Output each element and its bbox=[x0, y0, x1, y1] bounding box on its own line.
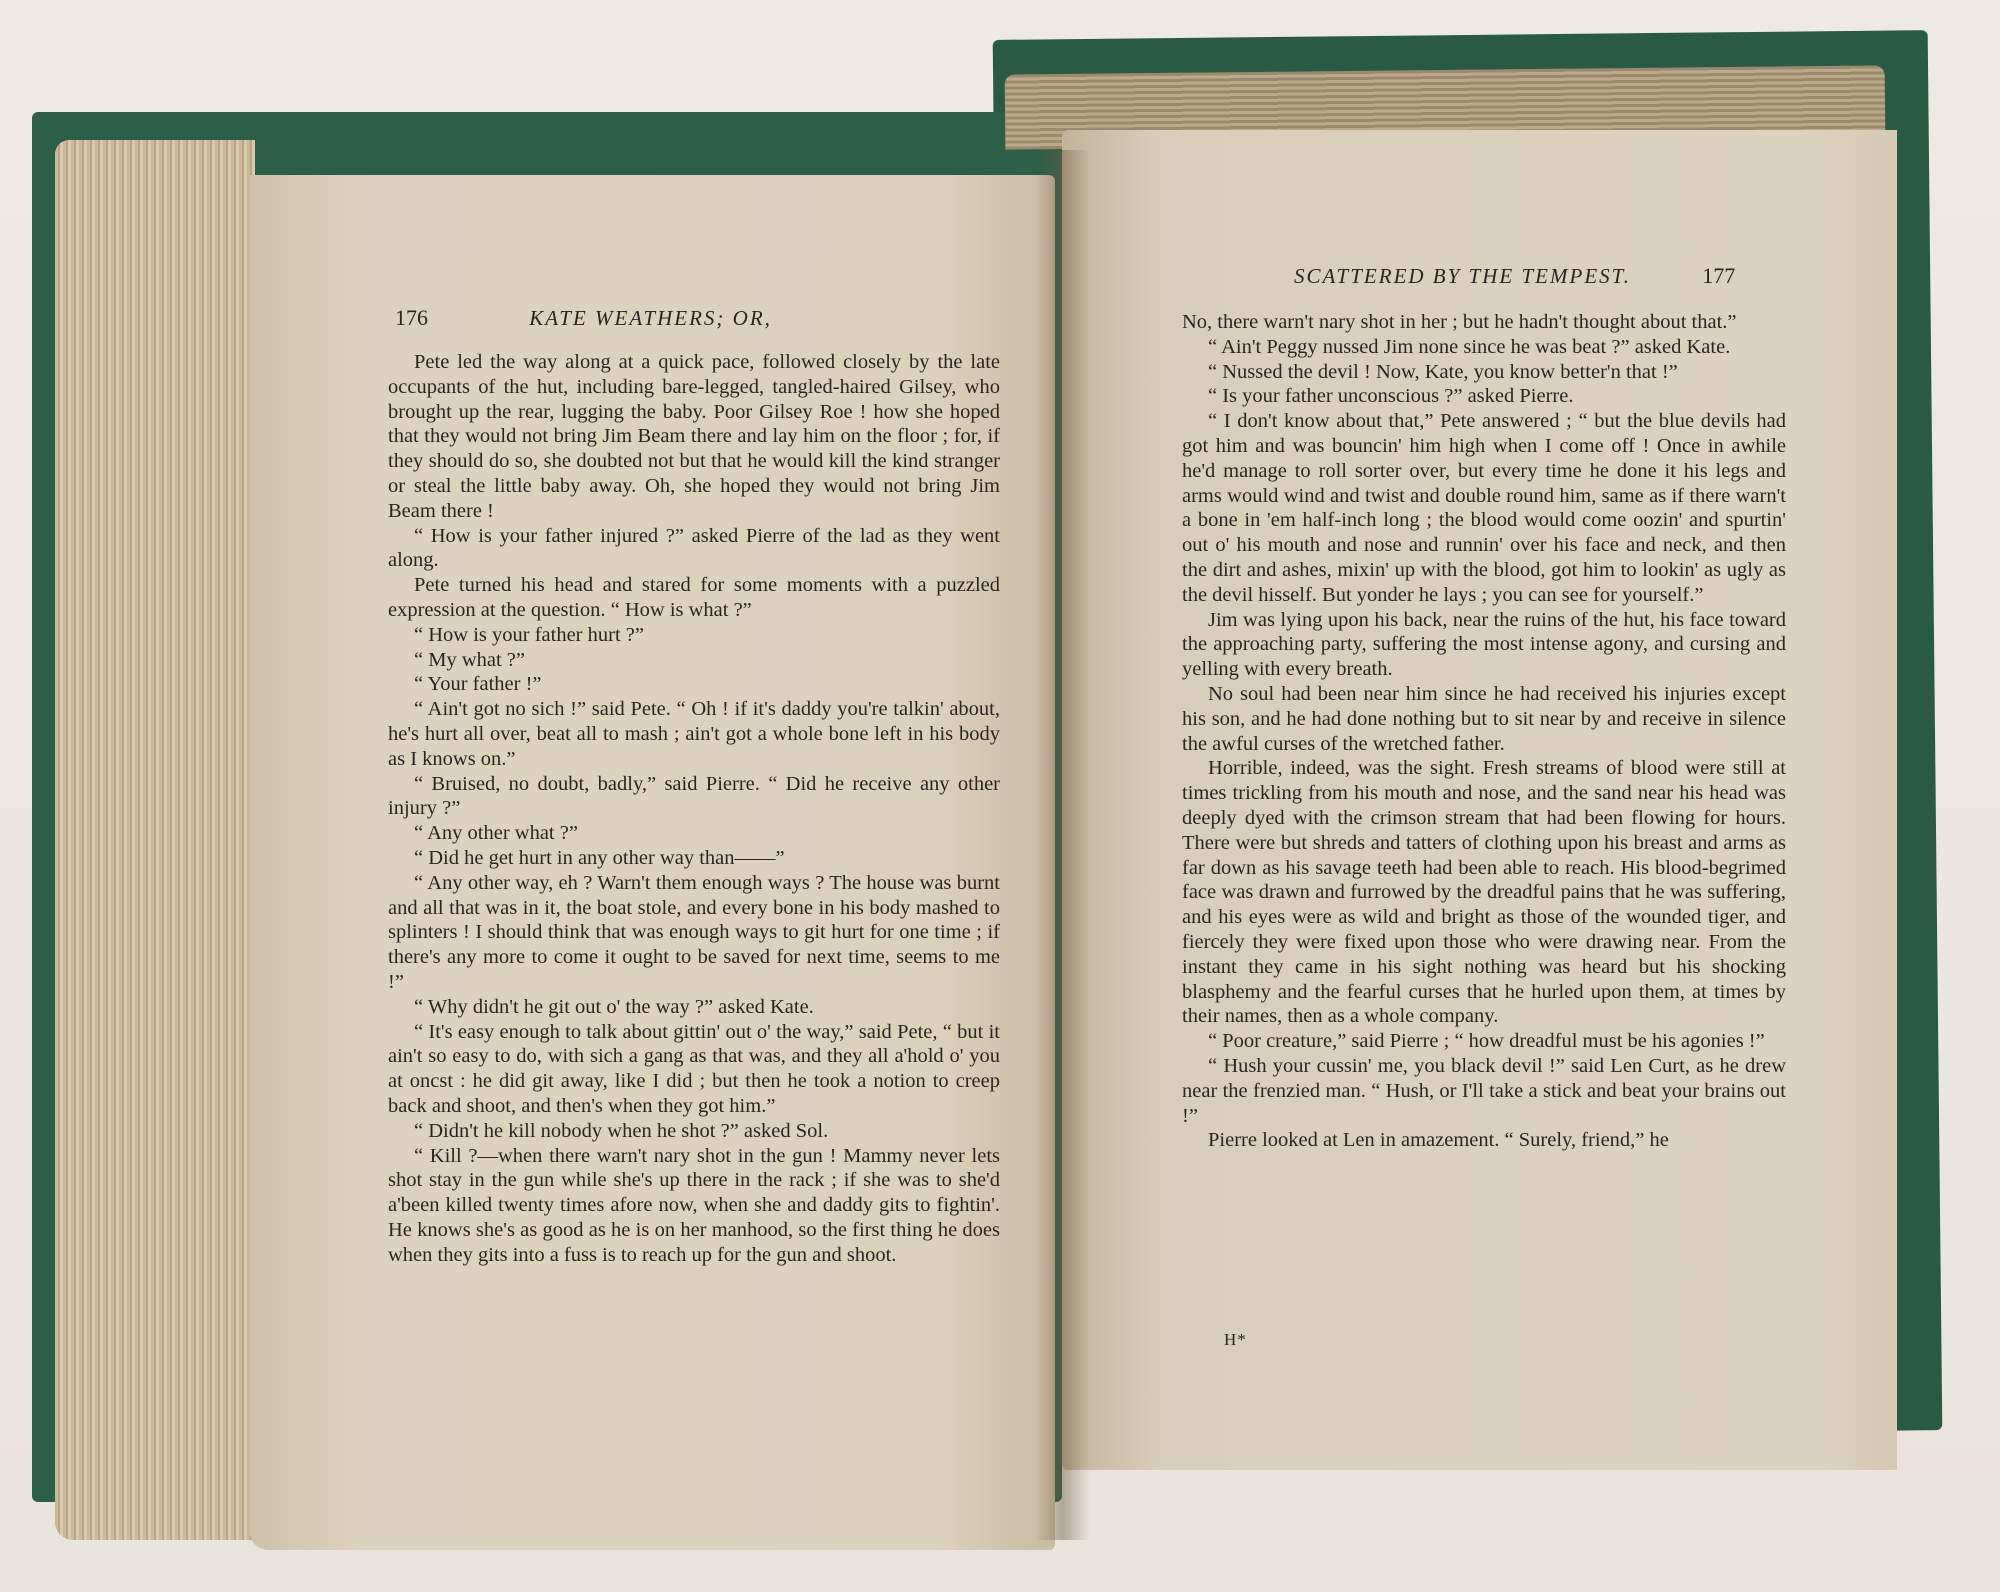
paragraph: Horrible, indeed, was the sight. Fresh streams of blood were still at times trickling from his mouth and nose, and the sand near his head was deeply dyed with the crimson stream that had been flowing for hours. There were but shreds and tatters of clothing upon his breast and arms as far down as his savage teeth had been able to reach. His blood-begrimed face was drawn and furrowed by the dreadful pains that he was suffering, and his eyes were as wild and bright as those of the wounded tiger, and fiercely they were fixed upon those who were drawing near. From the instant they came in his sight nothing was heard but his shocking blasphemy and the fearful curses that he hurled upon them, at times by their names, then as a whole company. bbox=[1182, 757, 1786, 1028]
paragraph: “ Poor creature,” said Pierre ; “ how dreadful must be his agonies !” bbox=[1208, 1030, 1765, 1053]
left-page bbox=[250, 175, 1055, 1550]
right-running-head bbox=[1294, 263, 1735, 289]
book-gutter bbox=[1035, 150, 1090, 1540]
paragraph: Jim was lying upon his back, near the ruins of the hut, his face toward the approaching party, suffering the most intense agony, and cursing and yelling with every breath. bbox=[1182, 608, 1786, 681]
signature-mark: H* bbox=[1224, 1330, 1247, 1349]
left-running-head bbox=[395, 305, 772, 331]
paragraph: No soul had been near him since he had received his injuries except his son, and he had done nothing but to sit near by and receive in silence the awful curses of the wretched father. bbox=[1182, 682, 1786, 755]
paragraph: No, there warn't nary shot in her ; but he hadn't thought about that.” bbox=[1182, 311, 1737, 333]
paragraph: “ Nussed the devil ! Now, Kate, you know better'n that !” bbox=[1208, 360, 1678, 383]
paragraph: “ It's easy enough to talk about gittin' out o' the way,” said Pete, “ but it ain't so easy to do, with sich a gang as that was, and they all a'hold o' you at oncst : he did git away, like I did ; but then he took a notion to creep back and shoot, and then's when they got him.” bbox=[388, 1020, 1000, 1117]
paragraph: “ Is your father unconscious ?” asked Pierre. bbox=[1208, 385, 1574, 408]
paragraph: “ Any other what ?” bbox=[414, 822, 578, 845]
left-page-number: 176 bbox=[395, 305, 428, 330]
paragraph: “ How is your father injured ?” asked Pierre of the lad as they went along. bbox=[388, 524, 1000, 572]
paragraph: “ How is your father hurt ?” bbox=[414, 623, 644, 646]
paragraph: Pete turned his head and stared for some moments with a puzzled expression at the question. “ How is what ?” bbox=[388, 574, 1000, 621]
paragraph: “ Hush your cussin' me, you black devil !” said Len Curt, as he drew near the frenzied man. “ Hush, or I'll take a stick and beat your brains out !” bbox=[1182, 1054, 1786, 1127]
right-page bbox=[1062, 130, 1897, 1470]
paragraph: Pete led the way along at a quick pace, followed closely by the late occupants of the hut, including bare-legged, tangled-haired Gilsey, who brought up the rear, lugging the baby. Poor Gilsey Roe ! how she hoped that they would not bring Jim Beam there and lay him on the floor ; for, if they should do so, she doubted not but that he would kill the kind stranger or steal the little baby away. Oh, she hoped they would not bring Jim Beam there ! bbox=[388, 351, 1000, 522]
paragraph: “ Did he get hurt in any other way than——” bbox=[414, 846, 785, 869]
right-page-number: 177 bbox=[1702, 263, 1736, 288]
paragraph: “ Ain't got no sich !” said Pete. “ Oh ! if it's daddy you're talkin' about, he's hurt all over, beat all to mash ; ain't got a whole bone left in his body as I knows on.” bbox=[388, 698, 1000, 770]
paragraph: “ Kill ?—when there warn't nary shot in the gun ! Mammy never lets shot stay in the gun while she's up there in the rack ; if she was to she'd a'been killed twenty times afore now, when she and daddy gits to fightin'. He knows she's as good as he is on her manhood, so the first thing he does when they gits into a fuss is to reach up for the gun and shoot. bbox=[388, 1144, 1000, 1266]
left-page-body bbox=[388, 350, 1000, 1267]
left-page-edges bbox=[55, 140, 255, 1540]
paragraph: “ My what ?” bbox=[414, 648, 525, 671]
right-page-body bbox=[1182, 310, 1786, 1153]
paragraph: “ I don't know about that,” Pete answered ; “ but the blue devils had got him and was bouncin' him high when I come off ! Once in awhile he'd manage to roll sorter over, but every time he done it his legs and arms would wind and twist and double round him, same as if there warn't a bone in 'em half-inch long ; the blood would come oozin' and spurtin' out o' his mouth and nose and runnin' over his face and neck, and then the dirt and ashes, mixin' up with the blood, got him to lookin' as ugly as the devil hisself. But yonder he lays ; you can see for yourself.” bbox=[1182, 410, 1786, 606]
paragraph: “ Any other way, eh ? Warn't them enough ways ? The house was burnt and all that was in it, the boat stole, and every bone in his body mashed to splinters ! I should think that was enough ways to git hurt for one time ; if there's any more to come it ought to be saved for next time, seems to me !” bbox=[388, 871, 1000, 993]
right-page-title: SCATTERED BY THE TEMPEST. bbox=[1294, 264, 1632, 288]
paragraph: “ Why didn't he git out o' the way ?” asked Kate. bbox=[414, 995, 814, 1018]
paragraph: Pierre looked at Len in amazement. “ Surely, friend,” he bbox=[1208, 1129, 1669, 1152]
paragraph: “ Didn't he kill nobody when he shot ?” asked Sol. bbox=[414, 1119, 829, 1142]
paragraph: “ Bruised, no doubt, badly,” said Pierre. “ Did he receive any other injury ?” bbox=[388, 772, 1000, 820]
paragraph: “ Ain't Peggy nussed Jim none since he was beat ?” asked Kate. bbox=[1208, 335, 1731, 358]
paragraph: “ Your father !” bbox=[414, 673, 542, 696]
left-page-title: KATE WEATHERS; OR, bbox=[529, 306, 772, 330]
